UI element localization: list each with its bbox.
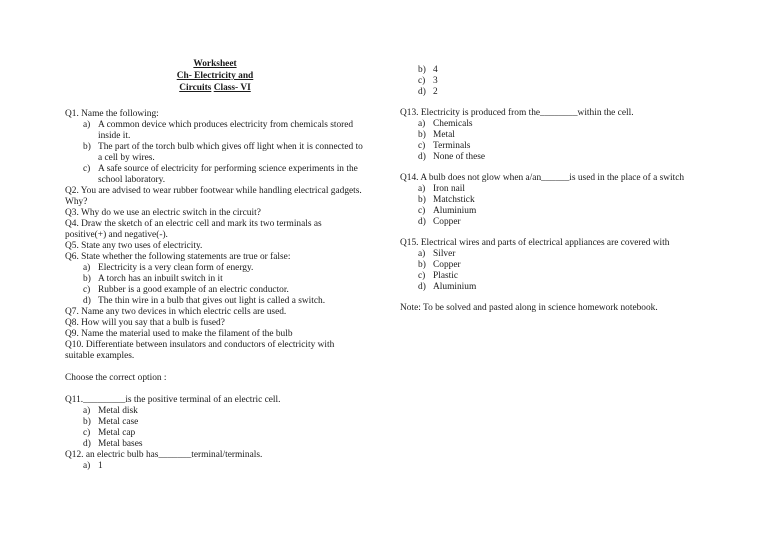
header-circuits: Circuits <box>179 83 212 93</box>
list-item: d) Aluminium <box>418 282 477 292</box>
question-14-items <box>400 184 730 228</box>
question-12-items-right <box>400 65 730 98</box>
question-9: Q9. Name the material used to make the filament of the bulb <box>65 329 293 339</box>
question-5: Q5. State any two uses of electricity. <box>65 241 203 251</box>
homework-note: Note: To be solved and pasted along in science homework notebook. <box>400 303 658 313</box>
list-item: c) Terminals <box>418 141 471 151</box>
question-6-items <box>65 263 365 307</box>
header-class: Class- VI <box>213 83 251 93</box>
question-10: Q10. Differentiate between insulators and conductors of electricity with suitable examples. <box>65 340 335 361</box>
list-item: a) A common device which produces electricity from chemicals stored inside it. <box>83 120 354 141</box>
list-item: d) 2 <box>418 87 438 97</box>
question-15-items <box>400 249 730 293</box>
question-1-items <box>65 120 365 186</box>
choose-instruction: Choose the correct option : <box>65 373 167 383</box>
right-questions <box>400 65 730 314</box>
question-14: Q14. A bulb does not glow when a/an______is used in the place of a switch <box>400 173 685 183</box>
list-item: d) Copper <box>418 217 461 227</box>
left-questions <box>65 109 365 472</box>
header-chapter: Ch- Electricity and <box>176 71 254 81</box>
list-item: c) Metal cap <box>83 428 136 438</box>
worksheet-header <box>65 58 365 94</box>
question-15: Q15. Electrical wires and parts of electrical appliances are covered with <box>400 238 670 248</box>
list-item: a) Silver <box>418 249 456 259</box>
list-item: a) Chemicals <box>418 119 473 129</box>
list-item: b) A torch has an inbuilt switch in it <box>83 274 223 284</box>
question-8: Q8. How will you say that a bulb is fused? <box>65 318 225 328</box>
question-11-items <box>65 406 365 450</box>
list-item: b) Metal case <box>83 417 139 427</box>
list-item: b) Matchstick <box>418 195 475 205</box>
question-12: Q12. an electric bulb has_______terminal/terminals. <box>65 450 263 460</box>
list-item: a) Iron nail <box>418 184 466 194</box>
question-11: Q11._________is the positive terminal of an electric cell. <box>65 395 281 405</box>
list-item: d) None of these <box>418 152 486 162</box>
list-item: c) Rubber is a good example of an electric conductor. <box>83 285 289 295</box>
question-12-items-left <box>65 461 365 472</box>
list-item: a) Metal disk <box>83 406 138 416</box>
header-line3 <box>65 82 365 94</box>
list-item: a) 1 <box>83 461 103 471</box>
question-13-items <box>400 119 730 163</box>
list-item: a) Electricity is a very clean form of energy. <box>83 263 254 273</box>
header-title: Worksheet <box>193 59 237 69</box>
list-item: c) Aluminium <box>418 206 477 216</box>
list-item: b) Copper <box>418 260 461 270</box>
question-13: Q13. Electricity is produced from the________within the cell. <box>400 108 634 118</box>
list-item: c) Plastic <box>418 271 458 281</box>
question-6: Q6. State whether the following statements are true or false: <box>65 252 291 262</box>
question-4: Q4. Draw the sketch of an electric cell and mark its two terminals as positive(+) and negative(-). <box>65 219 322 240</box>
list-item: b) 4 <box>418 65 438 75</box>
list-item: c) A safe source of electricity for performing science experiments in the school laboratory. <box>83 164 358 185</box>
question-7: Q7. Name any two devices in which electric cells are used. <box>65 307 287 317</box>
list-item: d) Metal bases <box>83 439 143 449</box>
list-item: d) The thin wire in a bulb that gives out light is called a switch. <box>83 296 326 306</box>
question-1: Q1. Name the following: <box>65 109 159 119</box>
list-item: b) Metal <box>418 130 455 140</box>
list-item: c) 3 <box>418 76 438 86</box>
list-item: b) The part of the torch bulb which gives off light when it is connected to a cell by wires. <box>83 142 363 163</box>
question-2: Q2. You are advised to wear rubber footwear while handling electrical gadgets. Why? <box>65 186 362 207</box>
question-3: Q3. Why do we use an electric switch in the circuit? <box>65 208 261 218</box>
